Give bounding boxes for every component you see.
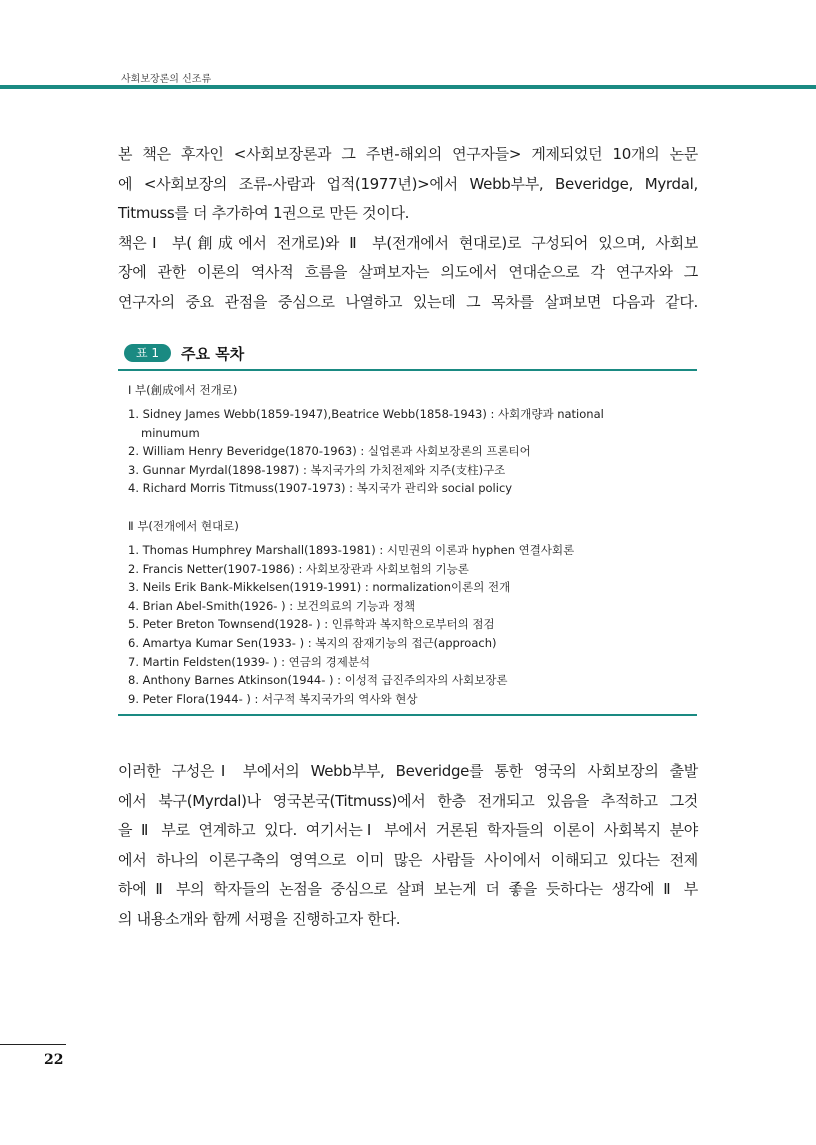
list-item: 3. Gunnar Myrdal(1898-1987) : 복지국가의 가치전제와 지주(支柱)구조 (128, 462, 506, 477)
closing-line: 의 내용소개와 함께 서평을 진행하고자 한다. (118, 909, 401, 928)
table-title: 주요 목차 (181, 344, 245, 363)
table-part-1 (128, 381, 688, 498)
page-number: 22 (44, 1052, 64, 1068)
footer-rule (0, 1044, 66, 1045)
intro-line: 장에 관한 이론의 역사적 흐름을 살펴보자는 의도에서 연대순으로 각 연구자와 그 (118, 263, 698, 281)
closing-line: 을 Ⅱ 부로 연계하고 있다. 여기서는Ⅰ 부에서 거론된 학자들의 이론이 사회복지 분야 (118, 821, 698, 839)
intro-line: 본 책은 후자인 <사회보장론과 그 주변-해외의 연구자들> 게제되었던 10개의 논문 (118, 145, 698, 163)
running-head: 사회보장론의 신조류 (121, 74, 212, 85)
list-item: 1. Sidney James Webb(1859-1947),Beatrice Webb(1858-1943) : 사회개량과 national minumum (128, 407, 604, 440)
table-bottom-rule (118, 714, 697, 716)
list-item: 2. William Henry Beveridge(1870-1963) : 실업론과 사회보장론의 프론티어 (128, 444, 531, 459)
closing-line: 이러한 구성은Ⅰ 부에서의 Webb부부, Beveridge를 통한 영국의 사회보장의 출발 (118, 762, 698, 780)
table-badge: 표 1 (124, 344, 171, 362)
part-heading: Ⅰ 부(創成에서 전개로) (128, 383, 238, 397)
list-item: 3. Neils Erik Bank-Mikkelsen(1919-1991) : normalization이론의 전개 (128, 580, 511, 595)
list-item: 6. Amartya Kumar Sen(1933- ) : 복지의 잠재기능의 접근(approach) (128, 635, 497, 650)
intro-line: Titmuss를 더 추가하여 1권으로 만든 것이다. (118, 204, 410, 222)
header-rule (0, 85, 816, 89)
part-heading: Ⅱ 부(전개에서 현대로) (128, 519, 239, 533)
closing-paragraph (118, 757, 698, 934)
closing-line: 하에 Ⅱ 부의 학자들의 논점을 중심으로 살펴 보는게 더 좋을 듯하다는 생각에 Ⅱ 부 (118, 880, 698, 898)
list-item: 8. Anthony Barnes Atkinson(1944- ) : 이성적 급진주의자의 사회보장론 (128, 673, 508, 688)
closing-line: 에서 하나의 이론구축의 영역으로 이미 많은 사람들 사이에서 이해되고 있다는 전제 (118, 850, 698, 869)
part-1-list (128, 405, 688, 498)
table-part-2 (128, 517, 688, 708)
table-top-rule (118, 369, 697, 371)
list-item: 7. Martin Feldsten(1939- ) : 연금의 경제분석 (128, 654, 371, 669)
intro-line: 연구자의 중요 관점을 중심으로 나열하고 있는데 그 목차를 살펴보면 다음과 같다. (118, 292, 698, 311)
list-item: 1. Thomas Humphrey Marshall(1893-1981) : 시민권의 이론과 hyphen 연결사회론 (128, 543, 575, 557)
intro-line: 에 <사회보장의 조류-사람과 업적(1977년)>에서 Webb부부, Beveridge, Myrdal, (118, 174, 698, 193)
list-item: 5. Peter Breton Townsend(1928- ) : 인류학과 복지학으로부터의 점검 (128, 617, 495, 632)
list-item: 9. Peter Flora(1944- ) : 서구적 복지국가의 역사와 현상 (128, 691, 418, 706)
closing-line: 에서 북구(Myrdal)나 영국본국(Titmuss)에서 한층 전개되고 있음을 추적하고 그것 (118, 791, 698, 810)
list-item: 4. Richard Morris Titmuss(1907-1973) : 복지국가 관리와 social policy (128, 481, 513, 496)
table-caption (124, 342, 244, 364)
part-2-list (128, 541, 688, 708)
intro-paragraph (118, 140, 698, 317)
list-item: 4. Brian Abel-Smith(1926- ) : 보건의료의 기능과 정책 (128, 598, 416, 613)
intro-line: 책은Ⅰ 부(創成에서 전개로)와 Ⅱ 부(전개에서 현대로)로 구성되어 있으며, 사회보 (118, 233, 698, 252)
list-item: 2. Francis Netter(1907-1986) : 사회보장관과 사회보험의 기능론 (128, 561, 469, 576)
